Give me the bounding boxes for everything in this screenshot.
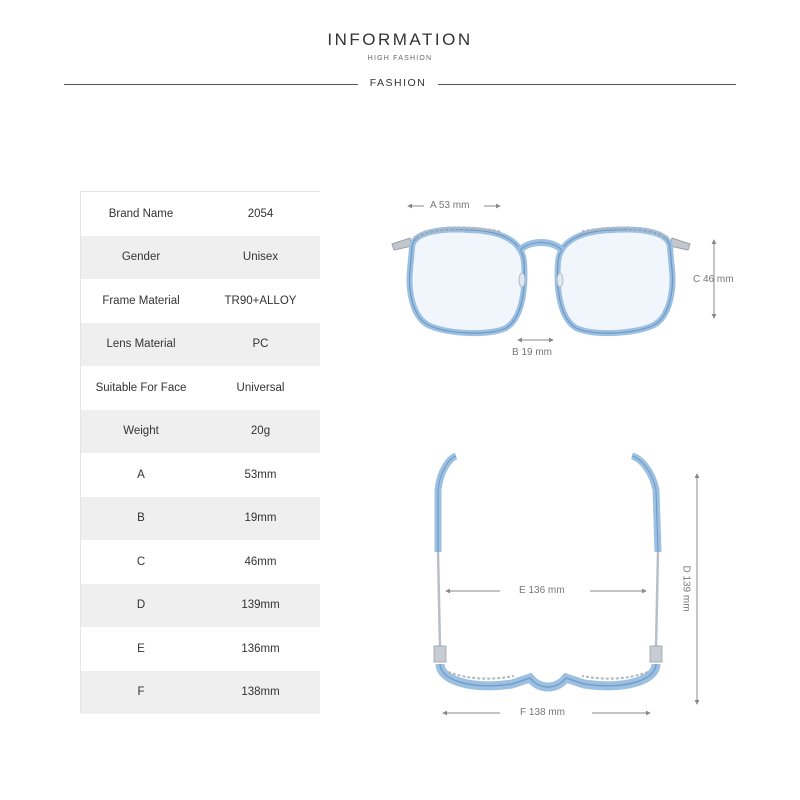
page-subtitle: HIGH FASHION <box>367 55 433 62</box>
dimension-d-label: D 139 mm <box>680 565 692 612</box>
spec-label: Gender <box>81 236 201 280</box>
dimension-a-label: A 53 mm <box>430 200 470 211</box>
spec-value: 20g <box>201 410 320 454</box>
spec-label: Weight <box>81 410 201 454</box>
page-title: INFORMATION <box>327 30 473 49</box>
spec-value: Unisex <box>201 236 320 280</box>
spec-value: 53mm <box>201 453 320 497</box>
top-view-glasses <box>434 456 662 687</box>
spec-label: E <box>81 627 201 671</box>
spec-value: PC <box>201 323 320 367</box>
spec-label: F <box>81 671 201 715</box>
spec-label: D <box>81 584 201 628</box>
dimension-c-label: C 46 mm <box>693 274 734 285</box>
spec-value: 139mm <box>201 584 320 628</box>
spec-label: Suitable For Face <box>81 366 201 410</box>
dimension-e-label: E 136 mm <box>519 585 565 596</box>
spec-label: Brand Name <box>81 192 201 236</box>
spec-value: 46mm <box>201 540 320 584</box>
spec-label: Lens Material <box>81 323 201 367</box>
dimension-b-label: B 19 mm <box>512 347 553 358</box>
spec-label: C <box>81 540 201 584</box>
spec-label: Frame Material <box>81 279 201 323</box>
front-view-glasses <box>392 228 690 333</box>
spec-value: Universal <box>201 366 320 410</box>
section-label: FASHION <box>369 77 427 89</box>
dimension-f-label: F 138 mm <box>520 707 566 718</box>
spec-value: 19mm <box>201 497 320 541</box>
spec-value: TR90+ALLOY <box>201 279 320 323</box>
spec-value: 138mm <box>201 671 320 715</box>
spec-label: A <box>81 453 201 497</box>
spec-value: 2054 <box>201 192 320 236</box>
spec-label: B <box>81 497 201 541</box>
spec-value: 136mm <box>201 627 320 671</box>
